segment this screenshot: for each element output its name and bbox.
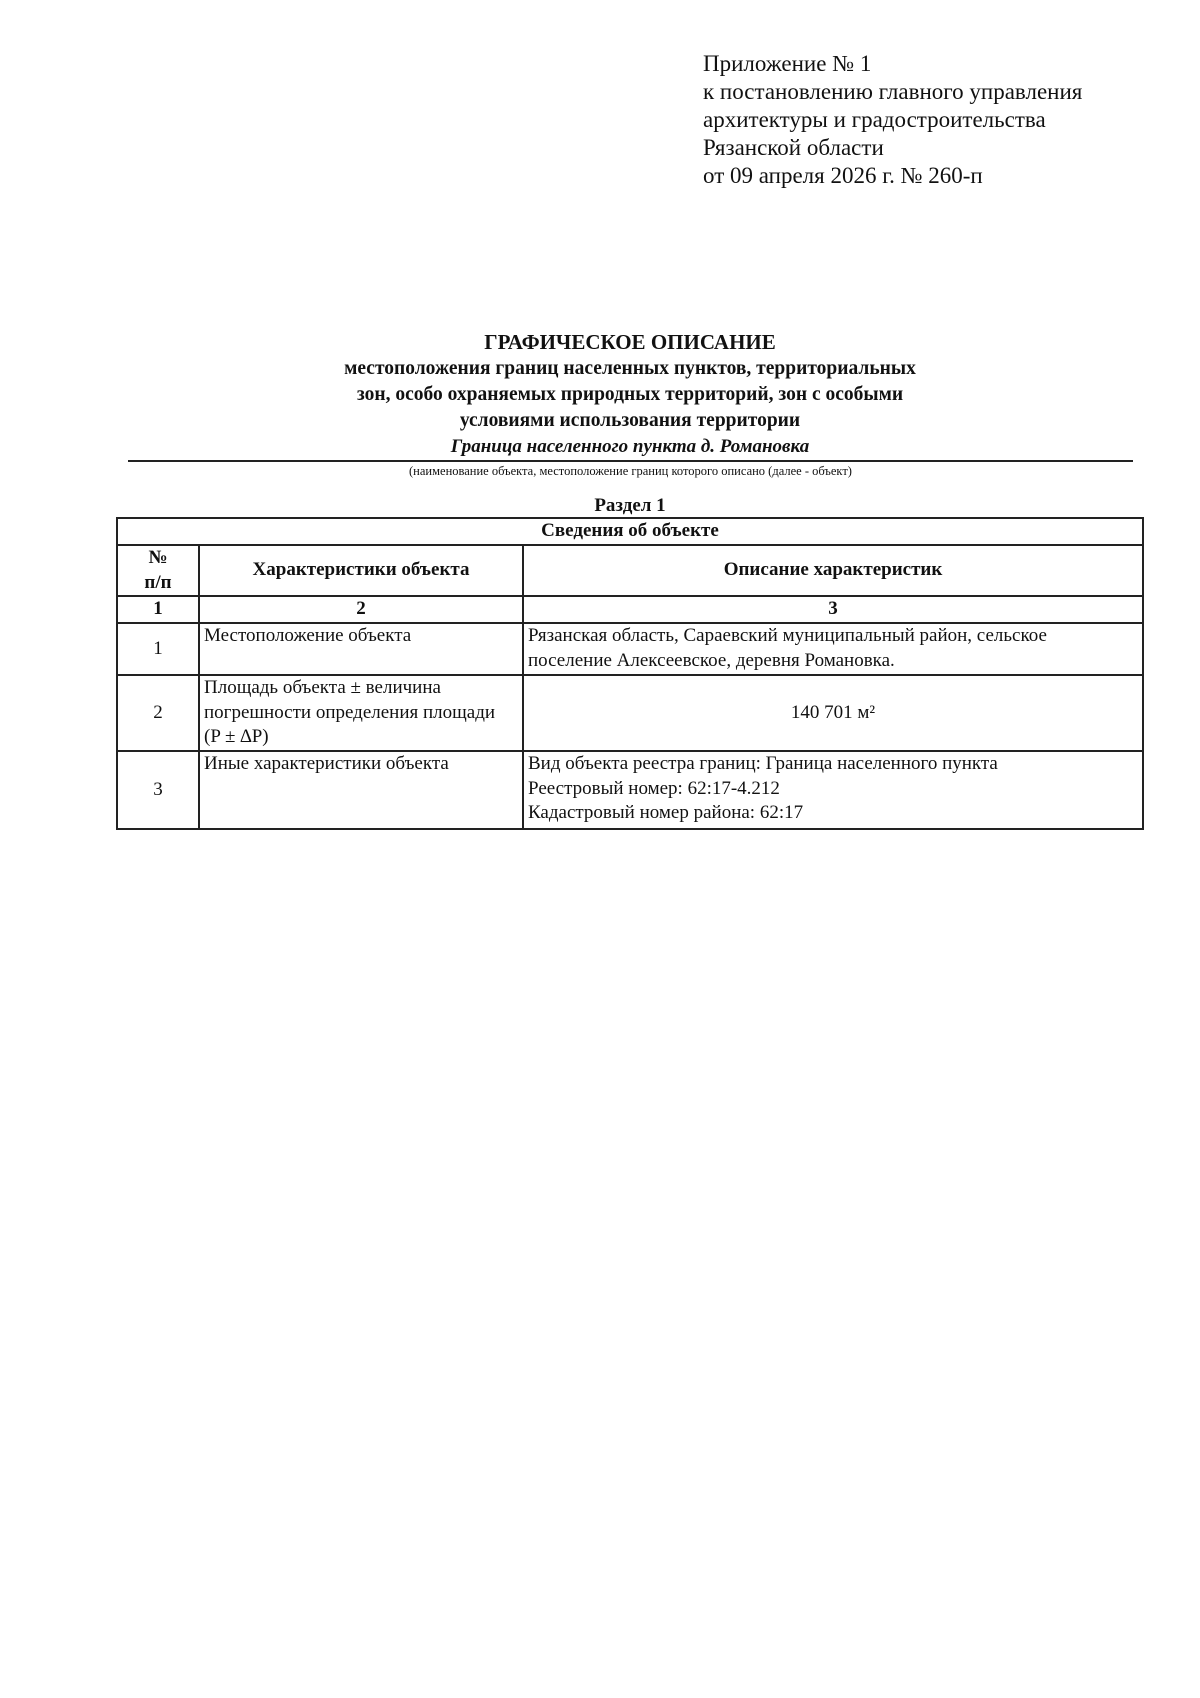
column-header-number-line: № п/п [144,547,172,593]
column-number: 2 [199,596,523,623]
description-cell [523,623,1143,675]
appendix-line: Рязанской области [703,135,884,160]
row-number: 2 [117,675,199,751]
description-line: Вид объекта реестра границ: Граница населенного пункта [528,753,998,774]
object-name: Граница населенного пункта д. Романовка [450,436,810,457]
characteristic-cell [199,751,523,829]
document-title: ГРАФИЧЕСКОЕ ОПИСАНИЕ [484,330,776,354]
characteristic-line: Иные характеристики объекта [204,753,449,774]
table-row [117,675,1143,751]
characteristic-line: Площадь объекта ± величина [204,677,441,698]
characteristic-line: (P ± ∆P) [204,726,269,747]
table-row [117,623,1143,675]
appendix-block [703,50,1082,190]
description-cell [523,751,1143,829]
section-title: Раздел 1 [594,495,666,516]
table-row [117,751,1143,829]
description-line: 140 701 м² [790,701,876,723]
subtitle-line: местоположения границ населенных пунктов, территориальных [344,358,916,379]
description-line: Рязанская область, Сараевский муниципальный район, сельское [528,625,1047,646]
characteristic-cell [199,675,523,751]
object-info-table [116,517,1144,830]
table-title: Сведения об объекте [117,518,1143,545]
column-number: 3 [523,596,1143,623]
subtitle-line: зон, особо охраняемых природных территорий, зон с особыми [356,384,904,405]
underline-rule [128,460,1133,462]
column-header-number [117,545,199,596]
description-line: Кадастровый номер района: 62:17 [528,802,804,823]
row-number: 1 [117,623,199,675]
appendix-line: к постановлению главного управления [703,79,1083,104]
column-header-description: Описание характеристик [523,545,1143,596]
column-header-characteristic: Характеристики объекта [199,545,523,596]
object-caption: (наименование объекта, местоположение границ которого описано (далее - объект) [409,464,852,478]
description-line: поселение Алексеевское, деревня Романовка. [528,649,895,671]
appendix-line: Приложение № 1 [703,51,872,76]
subtitle-line: условиями использования территории [459,410,801,431]
characteristic-cell [199,623,523,675]
description-cell [523,675,1143,751]
document-heading [130,328,1130,459]
characteristic-line: погрешности определения площади [204,701,496,723]
description-line: Реестровый номер: 62:17-4.212 [528,777,780,799]
column-number: 1 [117,596,199,623]
appendix-line: от 09 апреля 2026 г. № 260-п [703,163,983,188]
appendix-line: архитектуры и градостроительства [703,107,1046,132]
row-number: 3 [117,751,199,829]
characteristic-line: Местоположение объекта [204,625,412,646]
